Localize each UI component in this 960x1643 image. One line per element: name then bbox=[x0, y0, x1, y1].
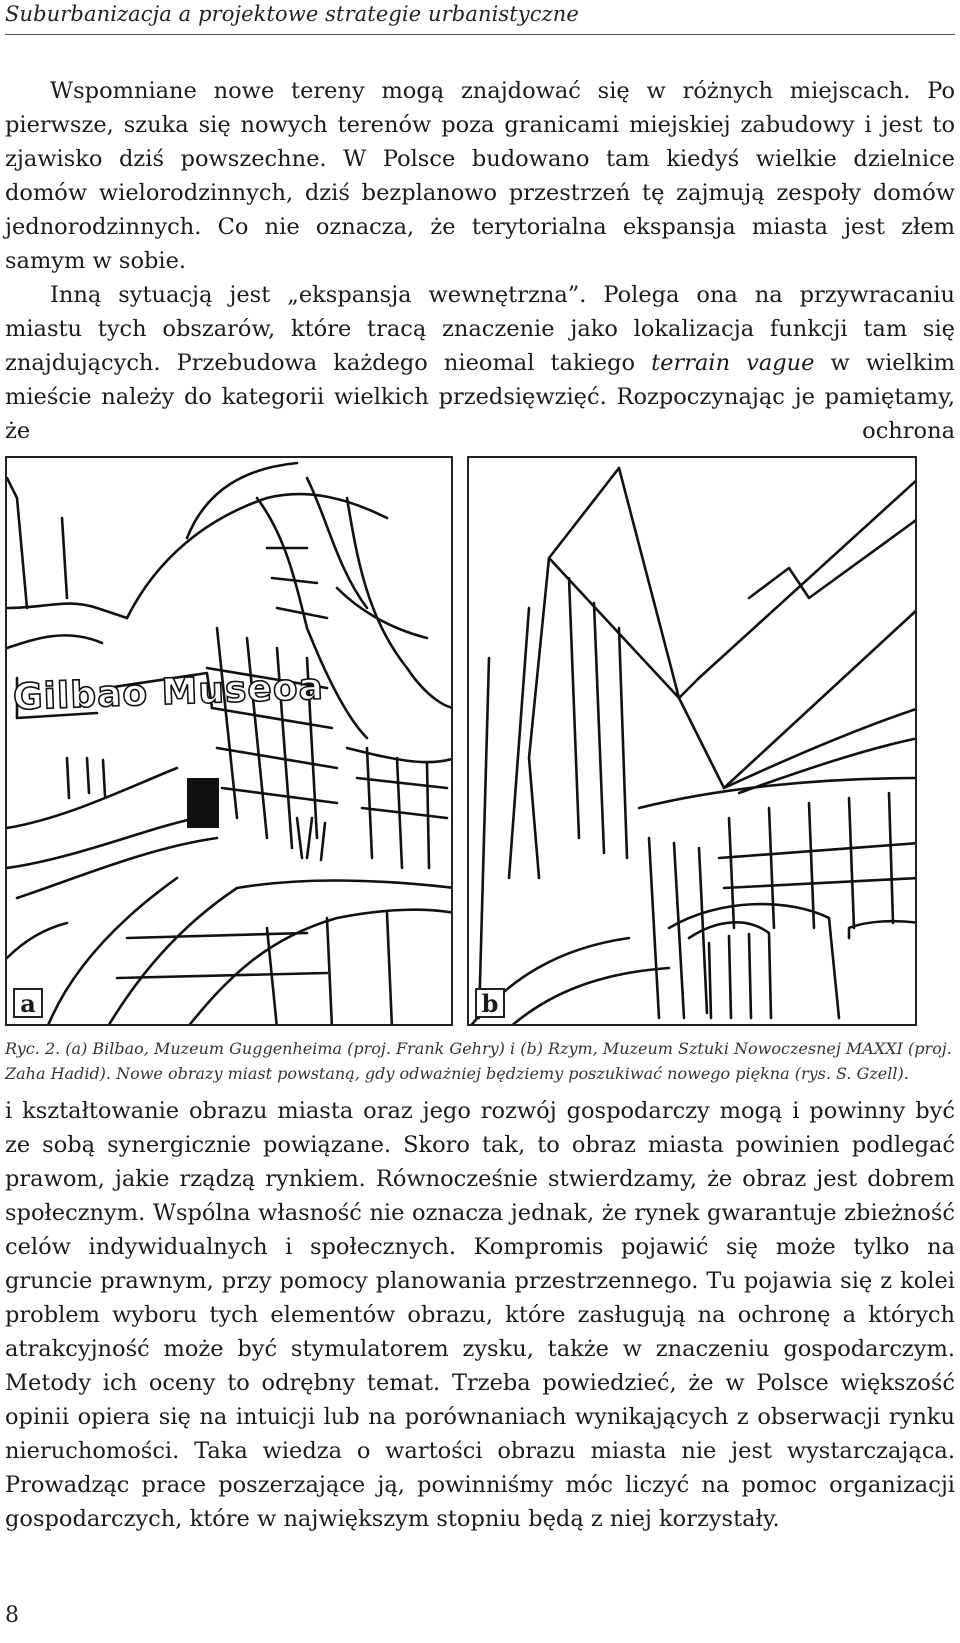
paragraph-2-text-after: w wielkim mieście należy do kategorii wielkich przedsięwzięć. Rozpoczynając je pamiętamy, że ochrona bbox=[5, 350, 955, 444]
paragraph-2-italic-term: terrain vague bbox=[651, 350, 815, 376]
panel-a-label: a bbox=[13, 988, 43, 1018]
figure-caption-line-1: Ryc. 2. (a) Bilbao, Muzeum Guggenheima (proj. Frank Gehry) i (b) Rzym, Muzeum Sztuki Nowoczesnej MAXXI (proj. bbox=[5, 1039, 952, 1058]
running-head-title: Suburbanizacja a projektowe strategie urbanistyczne bbox=[5, 2, 579, 26]
figure-caption bbox=[5, 1036, 955, 1086]
panel-b-label: b bbox=[475, 988, 505, 1018]
figure-panel-a bbox=[5, 456, 453, 1026]
bilbao-sketch-illustration bbox=[7, 458, 453, 1026]
running-head bbox=[5, 0, 955, 35]
paragraph-2-text-before: Inną sytuacją jest „ekspansja wewnętrzna”. Polega ona na przywracaniu miastu tych obszarów, które tracą znaczenie jako lokalizacja funkcji tam się znajdujących. Przebudowa każdego nieomal takiego bbox=[5, 282, 955, 376]
body-text-bottom bbox=[5, 1094, 955, 1536]
bilbao-sign-text: Gilbao Museoa bbox=[12, 666, 325, 719]
figure-caption-line-2: Zaha Hadid). Nowe obrazy miast powstaną, gdy odważniej będziemy poszukiwać nowego piękna (rys. S. Gzell). bbox=[5, 1064, 909, 1083]
figure-panel-b bbox=[467, 456, 917, 1026]
paragraph-2 bbox=[5, 278, 955, 448]
page-number: 8 bbox=[5, 1603, 19, 1628]
maxxi-sketch-illustration bbox=[469, 458, 917, 1026]
body-text-top bbox=[5, 74, 955, 448]
paragraph-1: Wspomniane nowe tereny mogą znajdować się w różnych miejscach. Po pierwsze, szuka się nowych terenów poza granicami miejskiej zabudowy i jest to zjawisko dziś powszechne. W Polsce budowano tam kiedyś wielkie dzielnice domów wielorodzinnych, dziś bezplanowo przestrzeń tę zajmują zespoły domów jednorodzinnych. Co nie oznacza, że terytorialna ekspansja miasta jest złem samym w sobie. bbox=[5, 78, 955, 274]
paragraph-3: i kształtowanie obrazu miasta oraz jego rozwój gospodarczy mogą i powinny być ze sobą synergicznie powiązane. Skoro tak, to obraz miasta powinien podlegać prawom, jakie rządzą rynkiem. Równocześnie stwierdzamy, że obraz jest dobrem społecznym. Wspólna własność nie oznacza jednak, że rynek gwarantuje zbieżność celów indywidualnych i społecznych. Kompromis pojawić się może tylko na gruncie prawnym, przy pomocy planowania przestrzennego. Tu pojawia się z kolei problem wyboru tych elementów obrazu, które zasługują na ochronę a których atrakcyjność może być stymulatorem zysku, także w znaczeniu gospodarczym. Metody ich oceny to odrębny temat. Trzeba powiedzieć, że w Polsce większość opinii opiera się na intuicji lub na porównaniach wynikających z obserwacji rynku nieruchomości. Taka wiedza o wartości obrazu miasta nie jest wystarczająca. Prowadząc prace poszerzające ją, powinniśmy móc liczyć na pomoc organizacji gospodarczych, które w największym stopniu będą z niej korzystały. bbox=[5, 1098, 955, 1532]
